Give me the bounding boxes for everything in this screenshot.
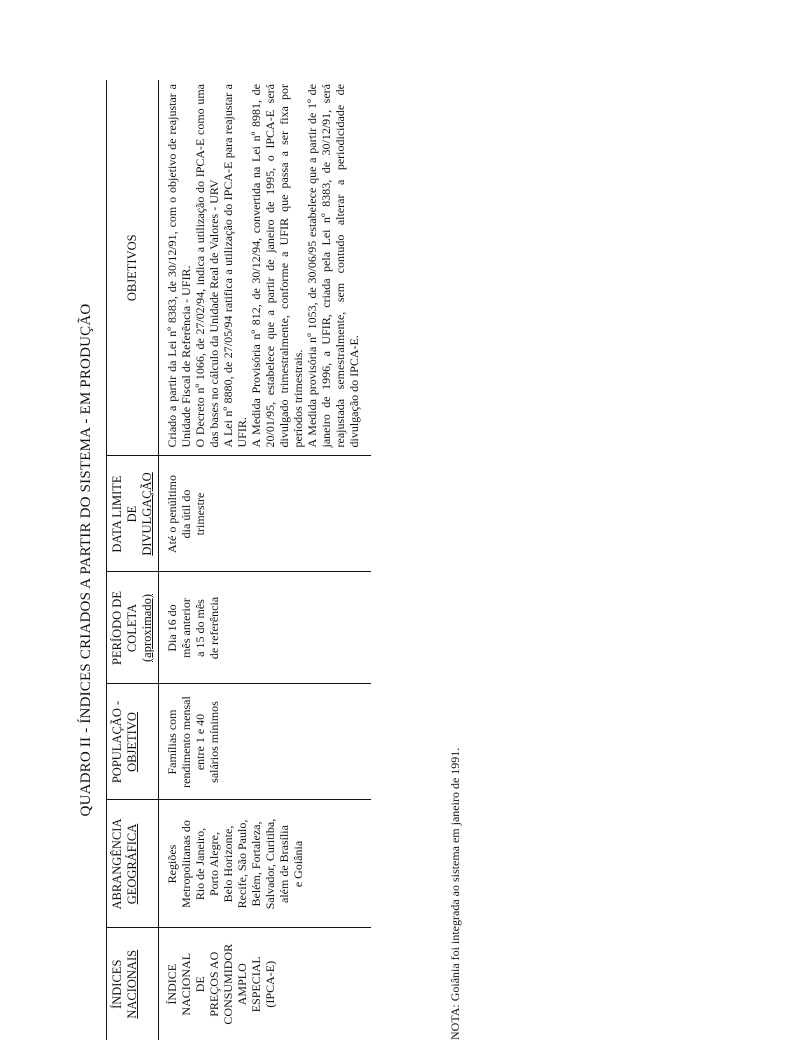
- cell-populacao: Famílias com rendimento mensal entre 1 e 40 salários mínimos: [159, 684, 372, 800]
- rotated-content: [78, 80, 498, 1040]
- objetivo-paragraph: Criado a partir da Lei nº 8383, de 30/12/91, com o objetivo de reajustar a Unidade Fiscal de Referência - UFIR.: [165, 84, 193, 448]
- cell-periodo: Dia 16 do mês anterior a 15 do mês de referência: [159, 572, 372, 684]
- header-indices: ÍNDICES NACIONAIS: [107, 928, 159, 1040]
- objetivo-paragraph: A Medida provisória nº 1053, de 30/06/95 estabelece que a partir de 1º de janeiro de 1996, a UFIR, criada pela Lei nº 8383, de 30/12/91, será reajustada semestralmente, sem contudo alterar a periodicidade de divulgação do IPCA-E.: [305, 84, 361, 448]
- table-row: [159, 80, 372, 1040]
- cell-indice: ÍNDICE NACIONAL DE PREÇOS AO CONSUMIDOR AMPLO ESPECIAL (IPCA-E): [165, 943, 277, 1025]
- index-table: [106, 80, 371, 1040]
- objetivo-paragraph: A Lei nº 8880, de 27/05/94 ratifica a utilização do IPCA-E para reajustar a UFIR.: [221, 84, 249, 448]
- cell-abrangencia: Regiões Metropolitanas do Rio de Janeiro, Porto Alegre, Belo Horizonte, Recife, São Paulo, Belém, Fortaleza, Salvador, Curitiba, além de Brasília e Goiânia: [159, 800, 372, 928]
- header-abrangencia: ABRANGÊNCIA GEOGRÁFICA: [107, 800, 159, 928]
- footnote: NOTA: Goiânia foi integrada ao sistema em janeiro de 1991.: [448, 747, 462, 1040]
- header-periodo: PERÍODO DE COLETA (aproximado): [107, 572, 159, 684]
- header-data-limite: DATA LIMITE DE DIVULGAÇÃO: [107, 456, 159, 572]
- objetivo-paragraph: O Decreto nº 1066, de 27/02/94, indica a utilização do IPCA-E como uma das bases no cálculo da Unidade Real de Valores - URV: [193, 84, 221, 448]
- table-header-row: [107, 80, 159, 1040]
- header-populacao: POPULAÇÃO - OBJETIVO: [107, 684, 159, 800]
- objetivo-paragraph: A Medida Provisória nº 812, de 30/12/94, convertida na Lei nº 8981, de 20/01/95, estabelece que a partir de janeiro de 1995, o IPCA-E será divulgado trimestralmente, conforme a UFIR que passa a ser fixa por períodos trimestrais.: [249, 84, 305, 448]
- header-objetivos: OBJETIVOS: [107, 80, 159, 456]
- cell-data-limite: Até o penúltimo dia útil do trimestre: [159, 456, 372, 572]
- page-title: QUADRO II - ÍNDICES CRIADOS A PARTIR DO SISTEMA - EM PRODUÇÃO: [78, 303, 94, 817]
- cell-objetivos: [159, 80, 372, 456]
